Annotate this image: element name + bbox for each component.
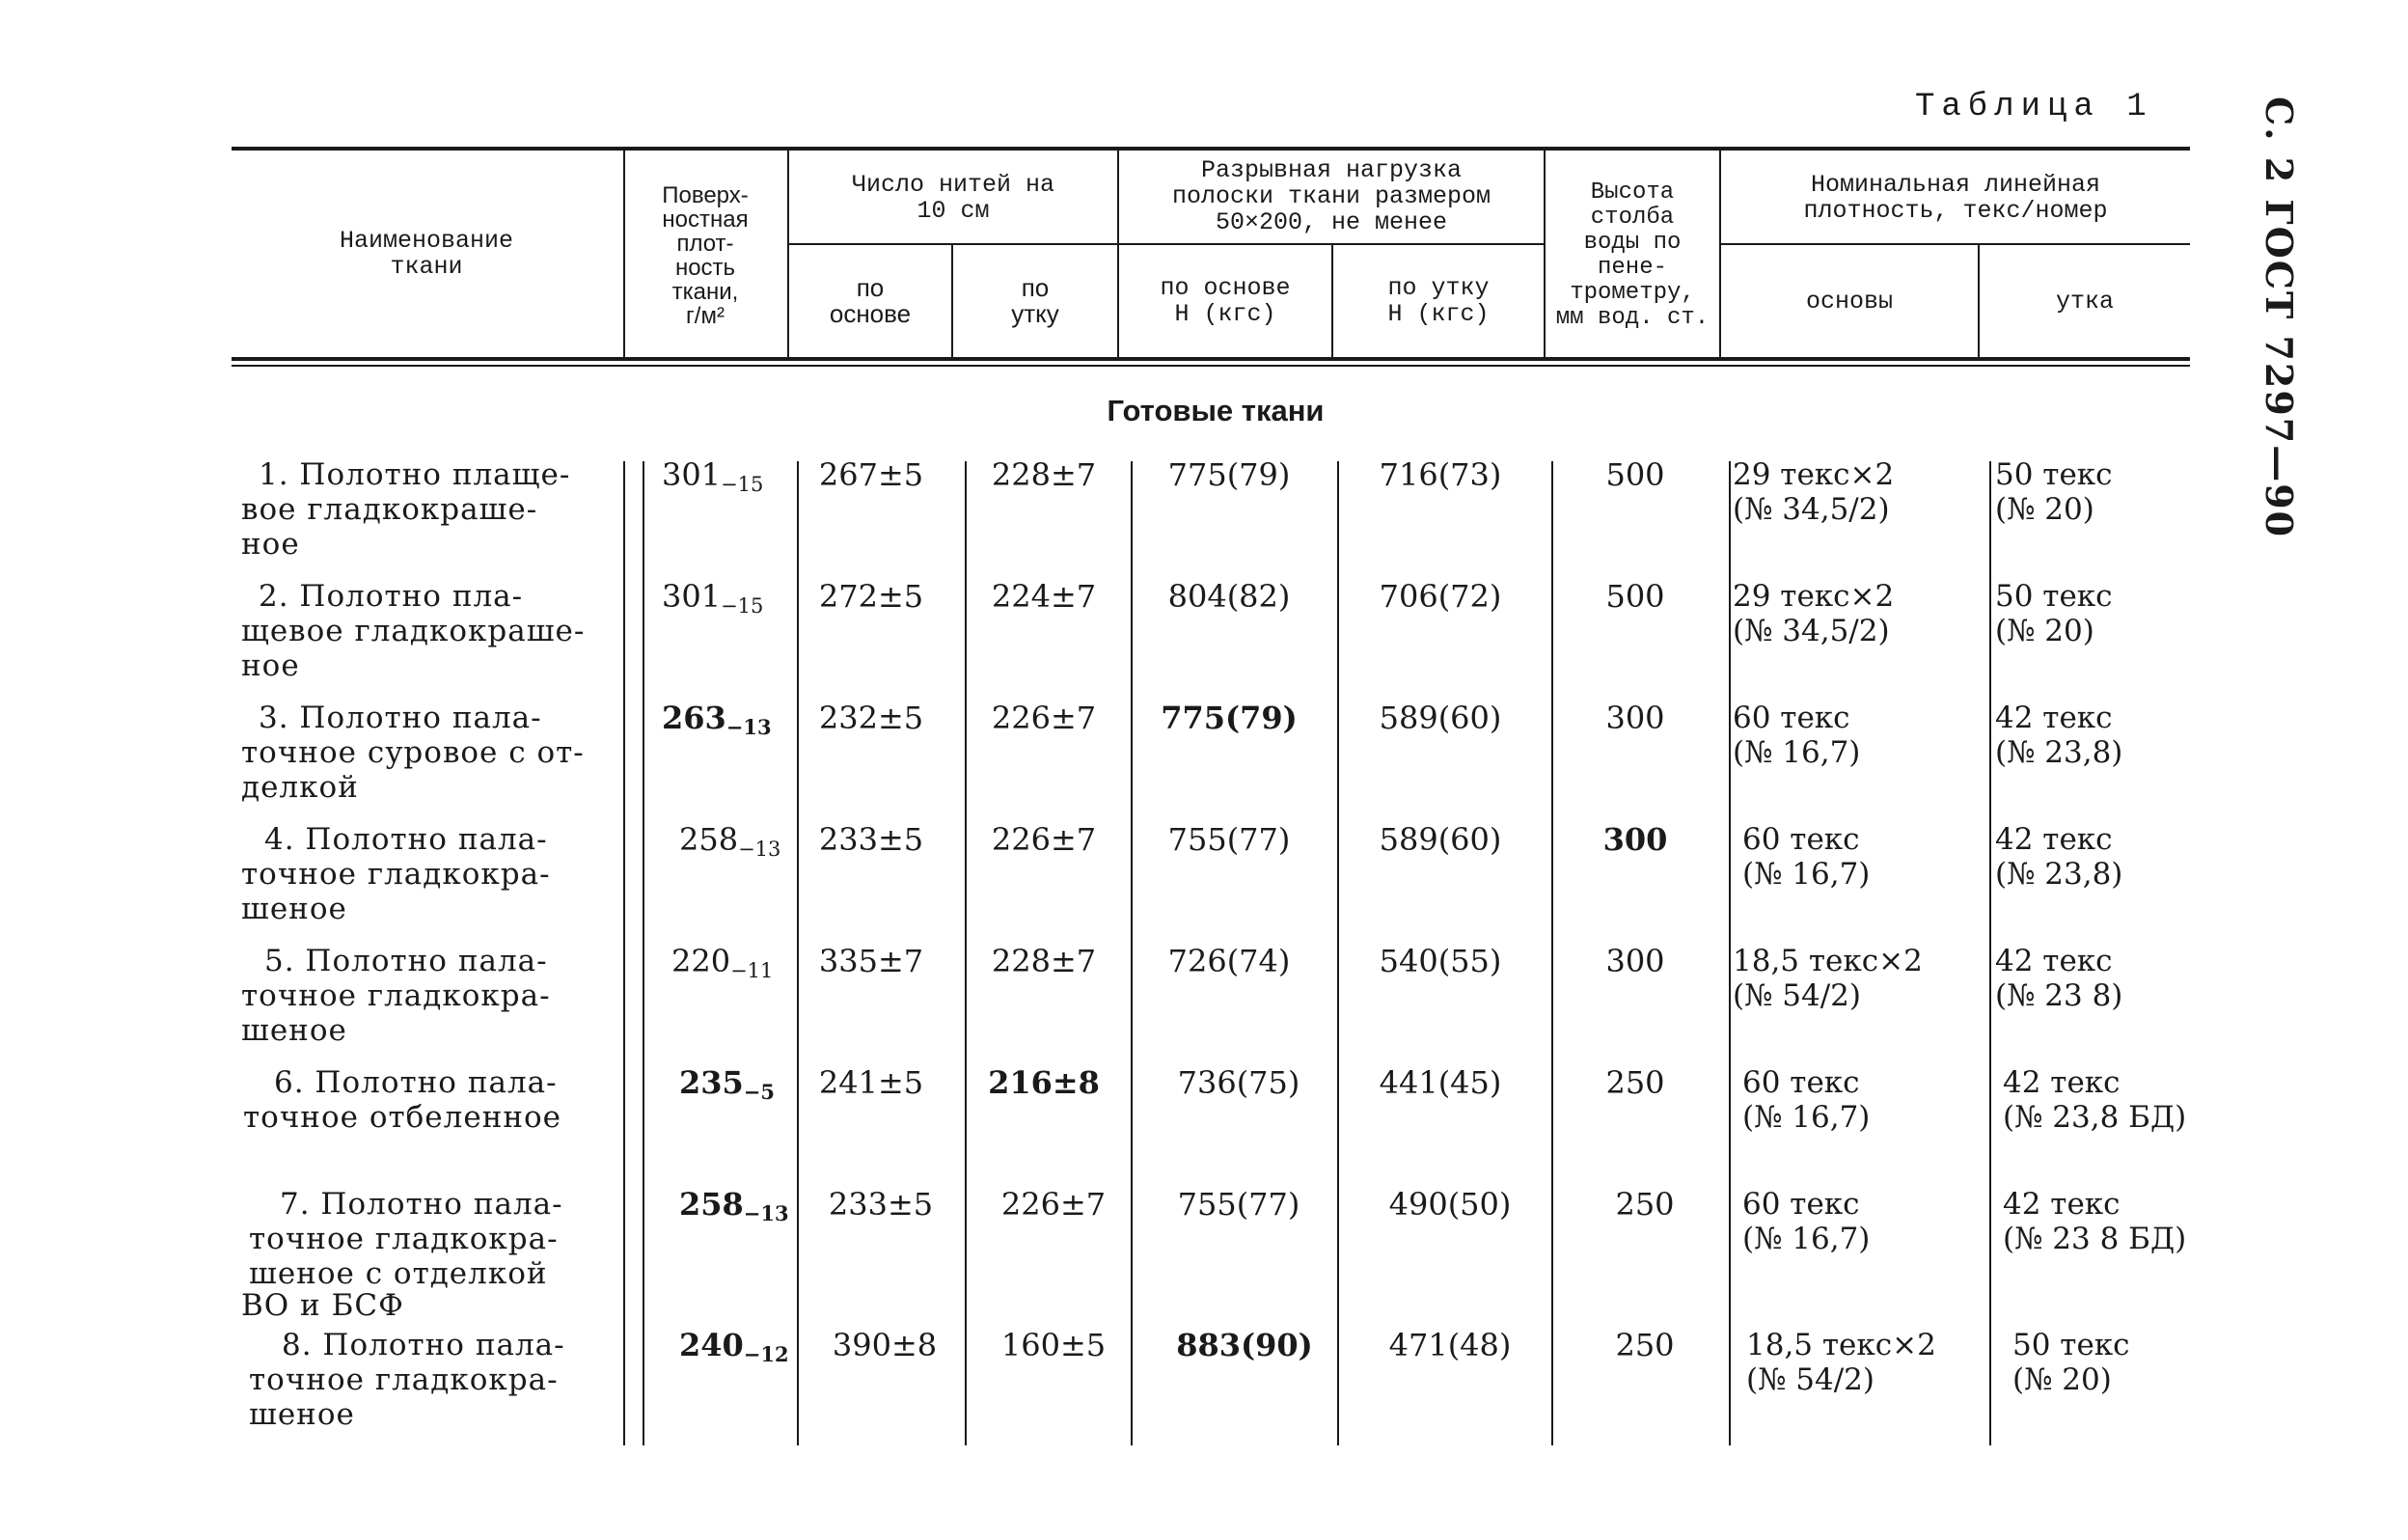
density-value: 235 <box>679 1064 744 1101</box>
row-weft-threads: 226±7 <box>1000 1186 1107 1223</box>
body-divider <box>643 461 644 1445</box>
header-threads-weft: по утку <box>1011 273 1059 328</box>
row-name-line: 4. Полотно пала- <box>264 822 548 857</box>
row-linear-warp: 29 текс×2 (№ 34,5/2) <box>1733 457 1895 527</box>
row-load-warp: 755(77) <box>1167 821 1291 858</box>
row-linear-warp: 18,5 текс×2 (№ 54/2) <box>1746 1328 1936 1397</box>
row-load-warp: 883(90) <box>1176 1327 1313 1363</box>
row-weft-threads: 228±7 <box>991 943 1097 979</box>
row-name-line: точное суровое с от- <box>241 735 585 770</box>
header-threads: Число нитей на 10 см <box>851 171 1055 225</box>
row-name-line: шеное <box>241 892 347 926</box>
table-row-name <box>241 1328 565 1432</box>
row-name-line: 2. Полотно пла- <box>259 579 524 614</box>
row-load-weft: 471(48) <box>1388 1327 1512 1363</box>
row-load-weft: 441(45) <box>1379 1064 1502 1101</box>
row-load-weft: 589(60) <box>1379 700 1502 736</box>
row-water: 500 <box>1605 456 1665 493</box>
table-row-name <box>241 1065 561 1135</box>
header-bottom-rule-2 <box>232 365 2190 367</box>
row-name-line: точное гладкокра- <box>249 1362 559 1397</box>
row-linear-weft: 42 текс (№ 23 8 БД) <box>2003 1187 2187 1256</box>
header-load-weft: по утку Н (кгс) <box>1387 274 1490 328</box>
row-weft-threads: 226±7 <box>991 821 1097 858</box>
density-tolerance: −13 <box>738 838 781 861</box>
row-name-line: шеное <box>241 1013 347 1048</box>
row-density <box>679 1187 789 1231</box>
density-value: 258 <box>679 1186 744 1223</box>
row-load-warp: 736(75) <box>1177 1064 1300 1101</box>
body-divider <box>1989 461 1991 1445</box>
row-linear-weft: 50 текс (№ 20) <box>1995 457 2113 527</box>
row-name-line: ное <box>241 648 300 683</box>
row-name-line: ВО и БСФ <box>241 1288 404 1323</box>
table-row-name <box>241 579 585 683</box>
density-value: 220 <box>671 943 731 979</box>
row-name-line: шеное <box>249 1397 355 1432</box>
row-name-line: 1. Полотно плаще- <box>259 457 571 492</box>
row-load-warp: 775(79) <box>1161 700 1298 736</box>
row-water: 300 <box>1605 700 1665 736</box>
row-name-line: 8. Полотно пала- <box>282 1328 565 1362</box>
density-tolerance: −13 <box>725 715 772 739</box>
row-warp-threads: 390±8 <box>832 1327 938 1363</box>
row-load-warp: 755(77) <box>1177 1186 1300 1223</box>
row-load-weft: 540(55) <box>1379 943 1502 979</box>
density-value: 263 <box>662 700 726 736</box>
header-linear-weft: утка <box>2055 287 2114 316</box>
row-warp-threads: 241±5 <box>818 1064 924 1101</box>
row-water: 500 <box>1605 578 1665 615</box>
density-tolerance: −15 <box>721 473 764 496</box>
row-linear-warp: 29 текс×2 (№ 34,5/2) <box>1733 579 1895 648</box>
row-density <box>679 1328 789 1372</box>
row-name-line: шеное с отделкой <box>249 1256 548 1291</box>
row-weft-threads: 216±8 <box>988 1064 1100 1101</box>
header-load-warp: по основе Н (кгс) <box>1160 274 1291 328</box>
row-name-line: точное гладкокра- <box>241 978 551 1013</box>
row-warp-threads: 335±7 <box>818 943 924 979</box>
row-water: 300 <box>1602 821 1668 858</box>
row-linear-weft: 42 текс (№ 23,8 БД) <box>2003 1065 2187 1135</box>
row-water: 250 <box>1615 1186 1675 1223</box>
row-linear-weft: 42 текс (№ 23 8) <box>1995 944 2123 1013</box>
body-divider <box>623 461 625 1445</box>
row-load-warp: 804(82) <box>1167 578 1291 615</box>
linear-subheader-rule <box>1721 243 2190 245</box>
header-linear: Номинальная линейная плотность, текс/номер <box>1803 171 2108 225</box>
row-warp-threads: 232±5 <box>818 700 924 736</box>
row-linear-warp: 60 текс (№ 16,7) <box>1742 1065 1871 1135</box>
density-tolerance: −15 <box>721 594 764 618</box>
row-water: 250 <box>1605 1064 1665 1101</box>
row-load-warp: 726(74) <box>1167 943 1291 979</box>
row-name-line: 3. Полотно пала- <box>259 701 542 735</box>
row-load-weft: 589(60) <box>1379 821 1502 858</box>
row-density <box>662 701 772 745</box>
row-linear-warp: 60 текс (№ 16,7) <box>1733 701 1861 770</box>
row-name-line: ное <box>241 527 300 562</box>
row-weft-threads: 228±7 <box>991 456 1097 493</box>
row-load-weft: 716(73) <box>1379 456 1502 493</box>
row-linear-weft: 42 текс (№ 23,8) <box>1995 701 2123 770</box>
header-linear-warp: основы <box>1805 287 1893 316</box>
row-load-weft: 490(50) <box>1388 1186 1512 1223</box>
running-header: С. 2 ГОСТ 7297—90 <box>2258 96 2301 539</box>
header-water: Высота столба воды по пене- трометру, мм вод. ст. <box>1555 179 1710 331</box>
body-divider <box>1729 461 1731 1445</box>
row-name-line: 5. Полотно пала- <box>264 944 548 978</box>
density-value: 301 <box>662 456 722 493</box>
header-load: Разрывная нагрузка полоски ткани размером 50×200, не менее <box>1171 155 1491 236</box>
row-name-line: точное гладкокра- <box>241 857 551 892</box>
row-density <box>679 1065 775 1110</box>
row-name-line: вое гладкокраше- <box>241 492 538 527</box>
row-name-line: точное гладкокра- <box>249 1222 559 1256</box>
density-value: 301 <box>662 578 722 615</box>
header-name: Наименование ткани <box>339 227 514 281</box>
table-label: Таблица 1 <box>1915 89 2153 125</box>
row-warp-threads: 233±5 <box>818 821 924 858</box>
density-value: 240 <box>679 1327 744 1363</box>
section-title: Готовые ткани <box>1107 394 1325 427</box>
table-row-name <box>241 457 570 562</box>
header-density: Поверх- ностная плот- ность ткани, г/м² <box>662 182 749 329</box>
row-water: 250 <box>1615 1327 1675 1363</box>
row-name-line: 6. Полотно пала- <box>274 1065 558 1100</box>
row-weft-threads: 224±7 <box>991 578 1097 615</box>
row-linear-weft: 42 текс (№ 23,8) <box>1995 822 2123 892</box>
row-warp-threads: 267±5 <box>818 456 924 493</box>
row-density <box>679 822 780 866</box>
threads-subheader-rule <box>789 243 1117 245</box>
row-load-warp: 775(79) <box>1167 456 1291 493</box>
row-warp-threads: 272±5 <box>818 578 924 615</box>
table-row-name <box>241 701 585 805</box>
row-linear-warp: 18,5 текс×2 (№ 54/2) <box>1733 944 1923 1013</box>
row-water: 300 <box>1605 943 1665 979</box>
row-density <box>662 457 763 502</box>
row-weft-threads: 226±7 <box>991 700 1097 736</box>
density-value: 258 <box>679 821 739 858</box>
table-row-name <box>241 822 551 926</box>
row-linear-weft: 50 текс (№ 20) <box>2012 1328 2130 1397</box>
row-linear-warp: 60 текс (№ 16,7) <box>1742 822 1871 892</box>
density-tolerance: −5 <box>743 1080 776 1104</box>
table-row-name <box>241 944 551 1048</box>
row-density <box>662 579 763 623</box>
density-tolerance: −12 <box>743 1342 789 1366</box>
row-name-line: щевое гладкокраше- <box>241 614 586 648</box>
table-row-name <box>241 1187 563 1323</box>
row-linear-weft: 50 текс (№ 20) <box>1995 579 2113 648</box>
row-weft-threads: 160±5 <box>1000 1327 1107 1363</box>
row-name-line: 7. Полотно пала- <box>280 1187 563 1222</box>
density-tolerance: −11 <box>730 959 774 982</box>
row-linear-warp: 60 текс (№ 16,7) <box>1742 1187 1871 1256</box>
row-load-weft: 706(72) <box>1379 578 1502 615</box>
density-tolerance: −13 <box>743 1201 789 1225</box>
header-bottom-rule <box>232 357 2190 361</box>
header-threads-warp: по основе <box>829 273 912 328</box>
row-name-line: точное отбеленное <box>243 1100 562 1135</box>
row-density <box>671 944 773 988</box>
row-warp-threads: 233±5 <box>828 1186 934 1223</box>
row-name-line: делкой <box>241 770 359 805</box>
